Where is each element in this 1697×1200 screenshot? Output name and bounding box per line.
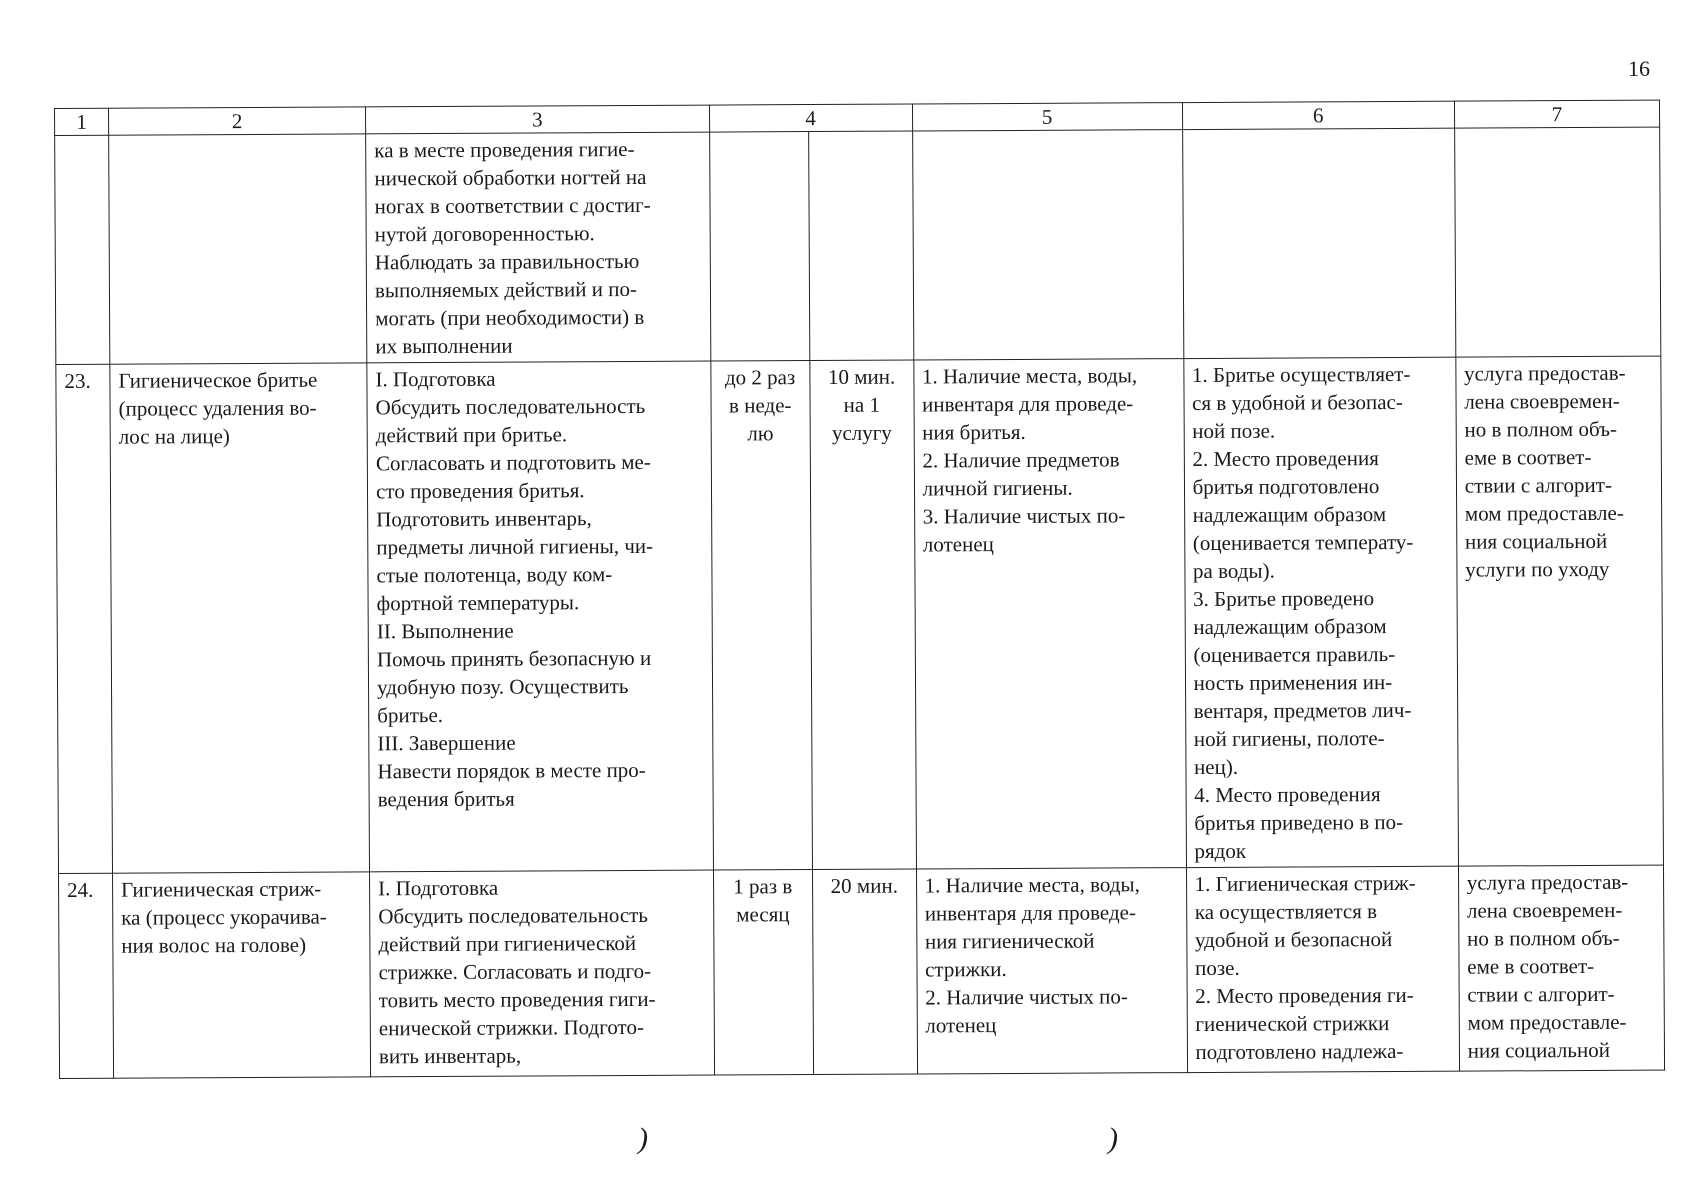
page-number: 16 bbox=[1628, 56, 1650, 81]
quality-indicators bbox=[1182, 128, 1455, 358]
header-col-6: 6 bbox=[1182, 101, 1454, 129]
service-name: Гигиеническое бритье (процесс удаления во- лос на лице) bbox=[110, 363, 370, 873]
table-row bbox=[59, 865, 1665, 1078]
service-duration: 20 мин. bbox=[812, 869, 917, 1075]
header-col-5: 5 bbox=[912, 103, 1182, 131]
service-duration: 10 мин. на 1 услугу bbox=[810, 360, 916, 870]
service-frequency bbox=[709, 132, 810, 362]
row-number: 24. bbox=[59, 873, 114, 1078]
quality-indicators: 1. Бритье осуществляет- ся в удобной и безопас- ной позе. 2. Место проведения бритья подготовлено надлежащим образом (оценивается температу- ра воды). 3. Бритье проведено надлежащим образом (оценивается правиль- ность применения ин- вентаря, предметов лич- ной гигиены, полоте- нец). 4. Место проведения бритья приведено в по- рядок bbox=[1183, 357, 1458, 867]
page-mark-left: ) bbox=[638, 1122, 648, 1155]
header-col-7: 7 bbox=[1454, 100, 1659, 128]
table-row bbox=[55, 127, 1661, 364]
service-conditions: 1. Наличие места, воды, инвентаря для проведе- ния бритья. 2. Наличие предметов личной гигиены. 3. Наличие чистых по- лотенец bbox=[913, 359, 1186, 869]
quality-indicators: 1. Гигиеническая стриж- ка осуществляется в удобной и безопасной позе. 2. Место проведения ги- гиенической стрижки подготовлено надлежа- bbox=[1186, 866, 1459, 1072]
service-name bbox=[109, 134, 367, 364]
header-col-4: 4 bbox=[709, 104, 912, 132]
service-content: I. Подготовка Обсудить последовательность действий при гигиенической стрижке. Согласовать и подго- товить место проведения гиги- енической стрижки. Подгото- вить инвентарь, bbox=[370, 870, 715, 1077]
service-conditions: 1. Наличие места, воды, инвентаря для проведе- ния гигиенической стрижки. 2. Наличие чистых по- лотенец bbox=[916, 868, 1187, 1074]
evaluation-result: услуга предостав- лена своевремен- но в полном объ- еме в соответ- ствии с алгорит- мом предоставле- ния социальной bbox=[1458, 865, 1664, 1071]
row-number: 23. bbox=[56, 364, 113, 873]
service-duration bbox=[808, 131, 913, 361]
service-name: Гигиеническая стриж- ка (процесс укорачива- ния волос на голове) bbox=[113, 872, 371, 1078]
evaluation-result: услуга предостав- лена своевремен- но в полном объ- еме в соответ- ствии с алгорит- мом предоставле- ния социальной услуги по уходу bbox=[1456, 356, 1664, 866]
services-table bbox=[54, 100, 1665, 1079]
row-number bbox=[55, 135, 110, 364]
page-mark-right: ) bbox=[1108, 1122, 1118, 1155]
header-col-3: 3 bbox=[366, 105, 710, 134]
service-conditions bbox=[912, 130, 1183, 360]
service-frequency: до 2 раз в неде- лю bbox=[710, 361, 812, 871]
header-col-2: 2 bbox=[109, 107, 366, 135]
service-content: I. Подготовка Обсудить последовательность действий при бритье. Согласовать и подготовить ме- сто проведения бритья. Подготовить инвентарь, предметы личной гигиены, чи- стые полотенца, воду ком- фортной температуры. II. Выполнение Помочь принять безопасную и удобную позу. Осуществить бритье. III. Завершение Навести порядок в месте про- ведения бритья bbox=[367, 361, 713, 872]
service-frequency: 1 раз в месяц bbox=[713, 870, 813, 1076]
table-row bbox=[56, 356, 1664, 873]
evaluation-result bbox=[1454, 127, 1660, 357]
header-col-1: 1 bbox=[55, 108, 109, 135]
service-content: ка в месте проведения гигие- нической обработки ногтей на ногах в соответствии с достиг- нутой договоренностью. Наблюдать за правильностью выполняемых действий и по- могать (при необходимости) в их выполнении bbox=[366, 132, 711, 363]
